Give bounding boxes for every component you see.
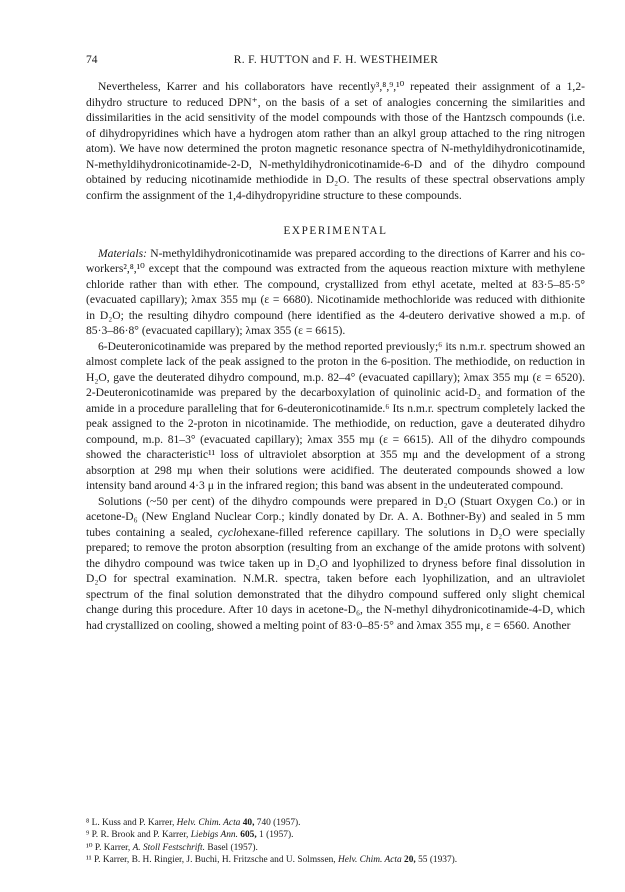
footnote-journal: A. Stoll Festschrift. — [132, 842, 205, 853]
footnote-authors: L. Kuss and P. Karrer, — [91, 818, 177, 828]
section-heading-experimental: EXPERIMENTAL — [283, 225, 388, 237]
materials-label: Materials: — [98, 246, 147, 260]
footnote-mark: ¹⁰ — [86, 842, 93, 853]
materials-text: N-methyldihydronicotinamide was prepared according to the directions of Karrer and his co-workers²,⁸,¹⁰ except that the compound was extracted from the aqueous reaction mixture with methylene chloride rather than with ether. The compound, crystallized from ethyl acetate, melted at 83·5–85·5° (evacuated capillary); λmax 355 mμ (ε = 6680). Nicotinamide methochloride was reduced with dithionite in D₂O; the resulting dihydro compound (here identified as the 4-deutero derivative showed a m.p. of 85·3–86·8° (evacuated capillary); λmax 355 (ε = 6615). — [86, 246, 585, 337]
footnote-authors: P. Karrer, — [94, 842, 133, 853]
footnote — [86, 854, 585, 866]
footnote-authors: P. R. Brook and P. Karrer, — [91, 830, 191, 841]
page-number: 74 — [86, 54, 98, 66]
running-header-authors: R. F. HUTTON and F. H. WESTHEIMER — [233, 54, 439, 66]
footnote — [86, 829, 585, 841]
footnote-mark: ¹¹ — [86, 855, 92, 866]
footnote-volume: 605, — [237, 830, 257, 841]
footnote-rest: Basel (1957). — [204, 842, 258, 853]
paragraph-deuteronicotinamide: 6-Deuteronicotinamide was prepared by the method reported previously;⁶ its n.m.r. spectrum showed an almost complete lack of the peak assigned to the proton in the 6-position. The methiodide, on reduction in H₂O, gave the deuterated dihydro compound, m.p. 82–4° (evacuated capillary); λmax 355 mμ (ε = 6520). 2-Deuteronicotinamide was prepared by the decarboxylation of quinolinic acid-D₂ and formation of the amide in a procedure paralleling that for 6-deuteronicotinamide.⁶ Its n.m.r. spectrum completely lacked the peak assigned to the 2-proton in nicotinamide. The methiodide, on reduction, gave a deuterated dihydro compound, m.p. 81–3° (evacuated capillary); λmax 355 mμ (ε = 6615). All of the dihydro compounds showed the characteristic¹¹ loss of ultraviolet absorption at 355 mμ and the development of a strong absorption at 298 mμ when their solutions were acidified. The deuterated compounds showed a low intensity band around 4·3 μ in the infrared region; this band was absent in the undeuterated compound. — [86, 339, 585, 492]
solutions-text-a: Solutions (~50 per cent) of the dihydro compounds were prepared in D₂O (Stuart Oxygen Co.) or in acetone-D₆ (New England Nuclear Corp.; kindly donated by Dr. A. A. Bothner-By) and sealed in 5 mm tubes containing a sealed, — [86, 494, 585, 539]
footnote-journal: Helv. Chim. Acta — [337, 855, 402, 866]
paragraph-solutions — [86, 494, 585, 634]
footnote-volume: 40, — [240, 818, 255, 828]
solutions-text-italic: cyclo — [217, 525, 243, 539]
footnote-authors: P. Karrer, B. H. Ringier, J. Buchi, H. Fritzsche and U. Solmssen, — [93, 855, 338, 866]
footnotes — [86, 817, 585, 867]
footnote-journal: Liebigs Ann. — [190, 830, 238, 841]
paragraph-materials — [86, 246, 585, 339]
solutions-text-b: hexane-filled reference capillary. The solutions in D₂O were specially prepared; to remove the proton absorption (resulting from an exchange of the amide protons with solvent) the dihydro compound was twice taken up in D₂O and lyophilized to dryness before final dissolution in D₂O for spectral examination. N.M.R. spectra, taken before each lyophilization, and an ultraviolet spectrum of the final solution demonstrated that the dihydro compound suffered only slight chemical change during this procedure. After 10 days in acetone-D₆, the N-methyl dihydronicotinamide-4-D, which had crystallized on cooling, showed a melting point of 83·0–85·5° and λmax 355 mμ, ε = 6560. Another — [86, 525, 585, 632]
footnote — [86, 817, 585, 829]
footnote-rest: 740 (1957). — [254, 818, 301, 828]
footnote-mark: ⁸ — [86, 818, 90, 828]
footnote-rest: 1 (1957). — [256, 830, 294, 841]
footnote-journal: Helv. Chim. Acta — [176, 818, 241, 828]
paragraph-intro: Nevertheless, Karrer and his collaborators have recently³,⁸,⁹,¹⁰ repeated their assignment of a 1,2-dihydro structure to reduced DPN⁺, on the basis of a set of analogies concerning the similarities and dissimilarities in the acid sensitivity of the model compounds with those of the Hantzsch compounds (i.e. of dihydropyridines which have a hydrogen atom rather than an alkyl group attached to the ring nitrogen atom). We have now determined the proton magnetic resonance spectra of N-methyldihydronicotinamide, N-methyldihydronicotinamide-2-D, N-methyldihydronicotinamide-6-D and of the dihydro compound obtained by reducing nicotinamide methiodide in D₂O. The results of these spectral observations amply confirm the assignment of the 1,4-dihydropyridine structure to these compounds. — [86, 80, 585, 202]
footnote-mark: ⁹ — [86, 830, 90, 841]
running-header — [86, 54, 586, 72]
footnote — [86, 842, 585, 854]
footnote-rest: 55 (1937). — [415, 855, 458, 866]
main-text — [86, 79, 585, 633]
footnote-volume: 20, — [401, 855, 416, 866]
